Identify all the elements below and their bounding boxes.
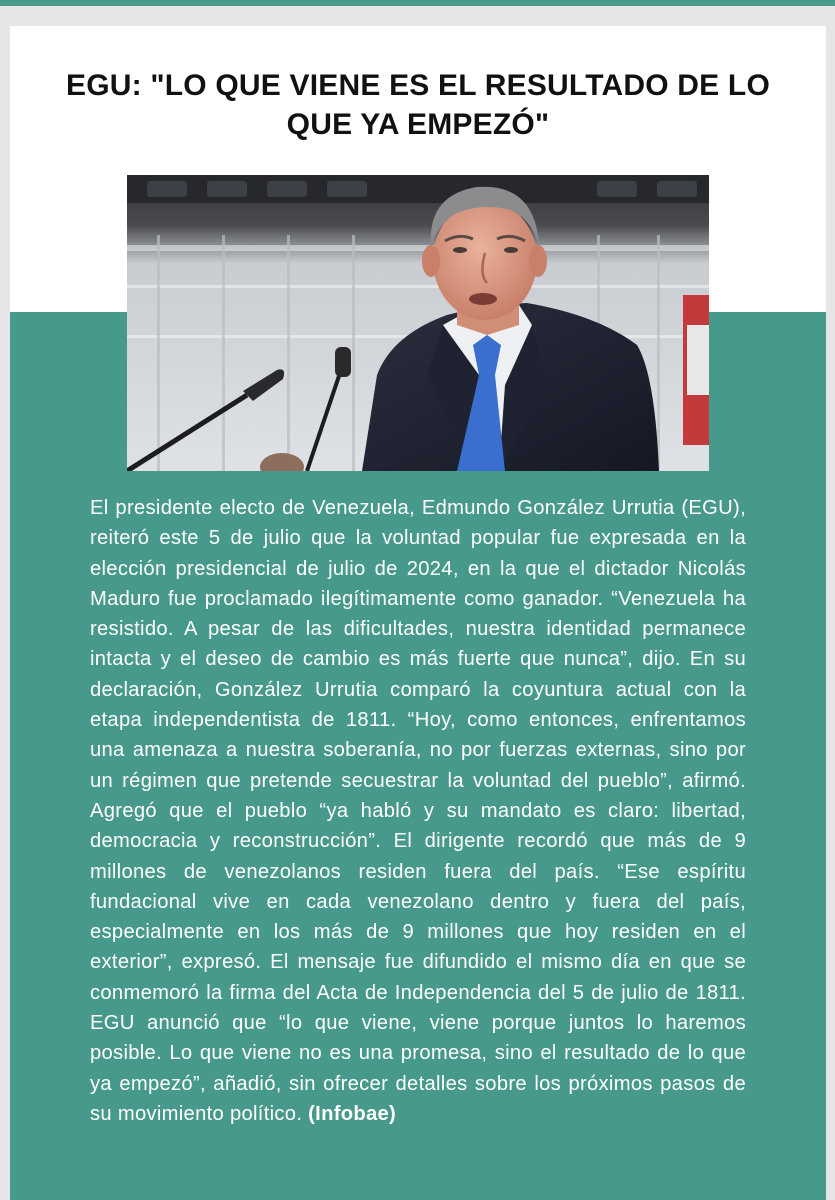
- article-headline: EGU: "LO QUE VIENE ES EL RESULTADO DE LO QUE YA EMPEZÓ": [66, 69, 770, 141]
- article-body: [90, 493, 746, 1129]
- top-strip: [0, 0, 835, 22]
- article-body-text: El presidente electo de Venezuela, Edmundo González Urrutia (EGU), reiteró este 5 de julio que la voluntad popular fue expresada en la elección presidencial de julio de 2024, en la que el dictador Nicolás Maduro fue proclamado ilegítimamente como ganador. “Venezuela ha resistido. A pesar de las dificultades, nuestra identidad permanece intacta y el deseo de cambio es más fuerte que nunca”, dijo. En su declaración, González Urrutia comparó la coyuntura actual con la etapa independentista de 1811. “Hoy, como entonces, enfrentamos una amenaza a nuestra soberanía, no por fuerzas externas, sino por un régimen que pretende secuestrar la voluntad del pueblo”, afirmó. Agregó que el pueblo “ya habló y su mandato es claro: libertad, democracia y reconstrucción”. El dirigente recordó que más de 9 millones de venezolanos residen fuera del país. “Ese espíritu fundacional vive en cada venezolano dentro y fuera del país, especialmente en los más de 9 millones que hoy residen en el exterior”, expresó. El mensaje fue difundido el mismo día en que se conmemoró la firma del Acta de Independencia del 5 de julio de 1811. EGU anunció que “lo que viene, viene porque juntos lo haremos posible. Lo que viene no es una promesa, sino el resultado de lo que ya empezó”, añadió, sin ofrecer detalles sobre los próximos pasos de su movimiento político.: [90, 497, 746, 1125]
- top-accent-line: [0, 0, 835, 6]
- article-photo: [127, 175, 709, 471]
- article-source: (Infobae): [308, 1102, 397, 1125]
- article-card: [10, 26, 826, 1200]
